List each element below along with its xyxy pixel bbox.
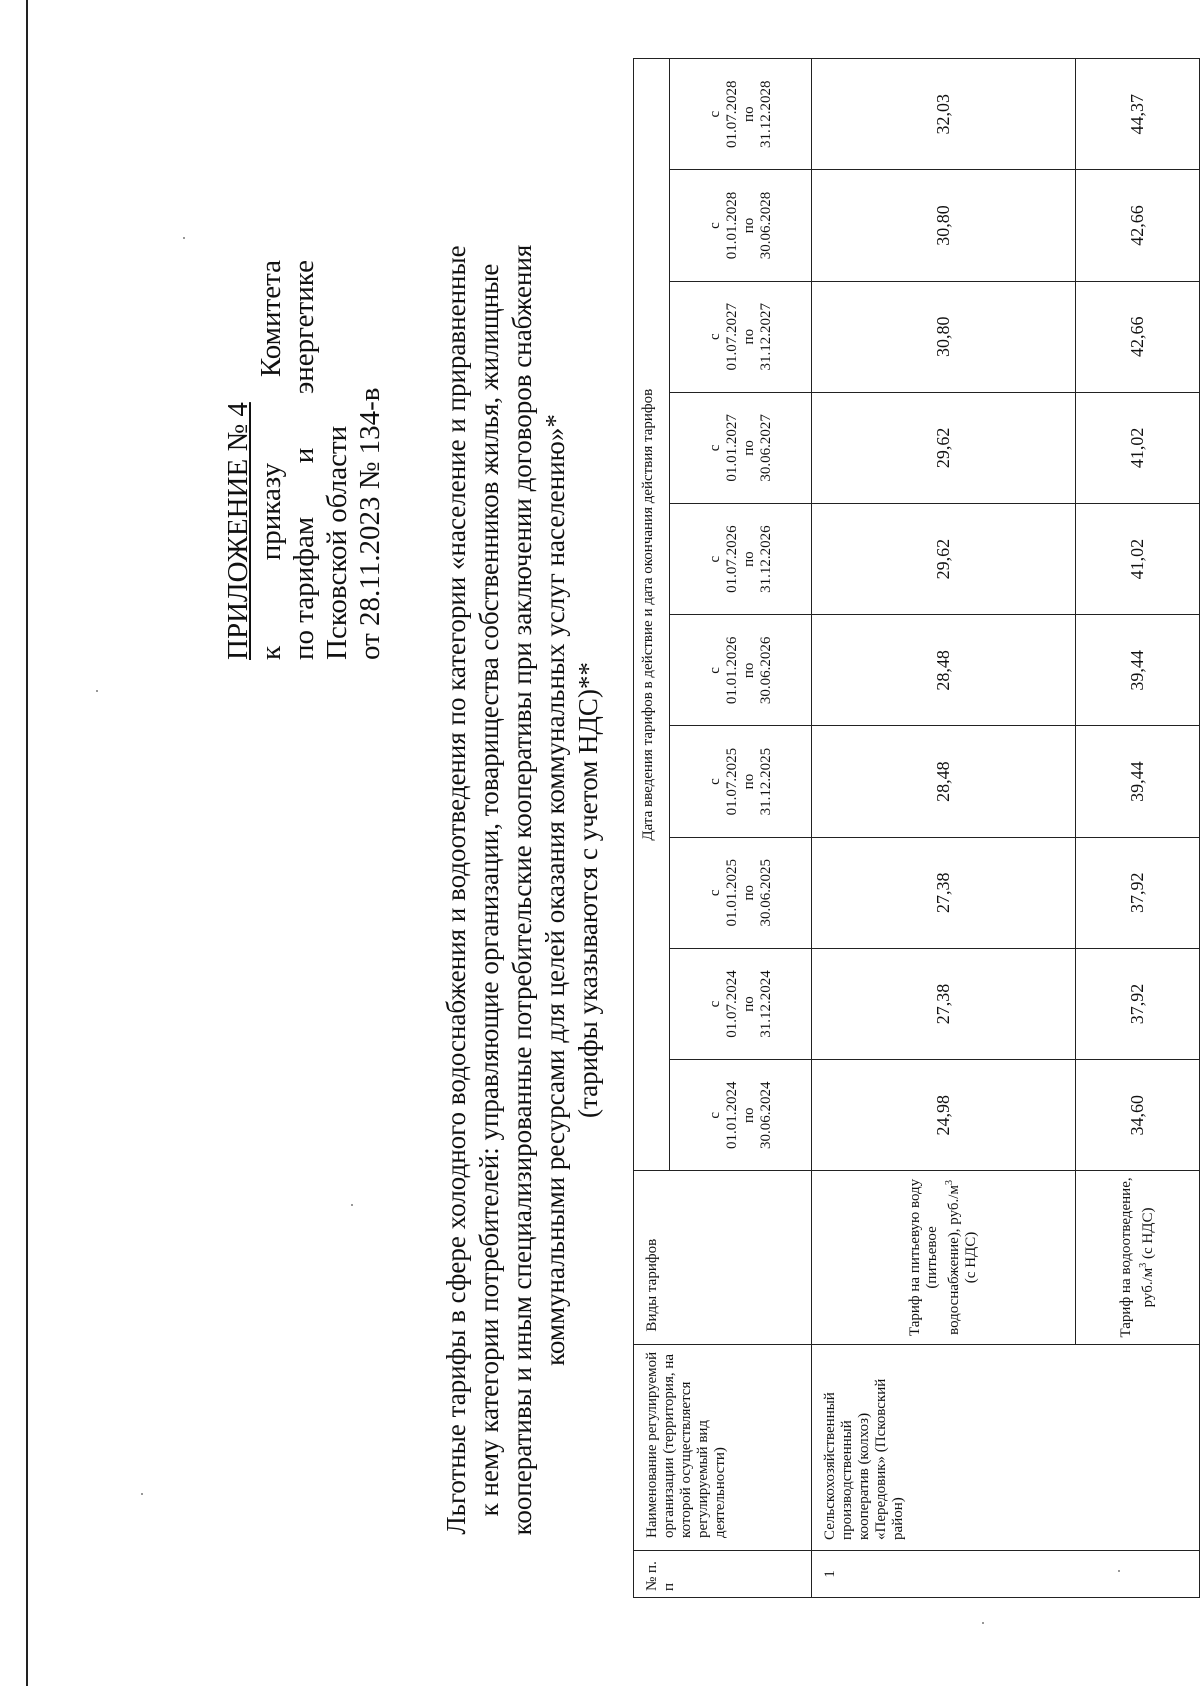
period-text: 01.01.2024 bbox=[723, 1081, 740, 1149]
period-text: с bbox=[706, 110, 723, 118]
tariff-value-cell: 41,02 bbox=[1076, 504, 1200, 615]
header-row-number: № п. п bbox=[634, 1550, 812, 1597]
header-dates: Дата введения тарифов в действие и дата окончания действия тарифов bbox=[634, 59, 670, 1171]
tariff-value-cell: 29,62 bbox=[812, 392, 1076, 503]
tariff-vat-note: (с НДС) bbox=[963, 1231, 979, 1284]
period-header-cell bbox=[670, 726, 812, 837]
header-organization: Наименование регулируемой организации (территория, на которой осуществляется регулируемый вид деятельности) bbox=[634, 1344, 812, 1550]
tariff-value-cell: 42,66 bbox=[1076, 170, 1200, 281]
period-text: по bbox=[740, 551, 757, 567]
period-text: с bbox=[706, 667, 723, 674]
tariff-value-cell: 28,48 bbox=[812, 615, 1076, 726]
appendix-line: Псковской области bbox=[321, 425, 353, 660]
period-text: 30.06.2027 bbox=[757, 414, 774, 482]
period-text: 01.07.2027 bbox=[723, 302, 740, 371]
period-header-cell bbox=[670, 1060, 812, 1171]
period-text: 01.07.2024 bbox=[723, 970, 740, 1038]
period-header-cell bbox=[670, 837, 812, 948]
period-header-cell bbox=[670, 170, 812, 281]
appendix-line bbox=[288, 260, 321, 660]
tariff-value-cell: 30,80 bbox=[812, 170, 1076, 281]
period-text: по bbox=[740, 217, 757, 234]
rotated-document-page bbox=[10, 70, 1156, 1670]
period-text: 01.07.2026 bbox=[723, 525, 740, 593]
tariff-value-cell: 39,44 bbox=[1076, 615, 1200, 726]
period-text: с bbox=[706, 222, 723, 229]
period-text: по bbox=[740, 1107, 757, 1123]
heading-line: кооперативы и иным специализированные потребительские кооперативы при заключении договоров снабжения bbox=[507, 244, 537, 1536]
period-text: 01.01.2026 bbox=[723, 636, 740, 705]
tariff-value-cell: 27,38 bbox=[812, 837, 1076, 948]
heading-line: (тарифы указываются с учетом НДС)** bbox=[573, 662, 603, 1118]
appendix-word: приказу bbox=[255, 462, 287, 561]
tariff-value-cell: 27,38 bbox=[812, 948, 1076, 1059]
tariff-type-cell bbox=[812, 1171, 1076, 1344]
period-text: 31.12.2025 bbox=[757, 747, 774, 816]
period-text: по bbox=[740, 106, 757, 122]
period-text: 30.06.2025 bbox=[757, 859, 774, 927]
period-header-cell bbox=[670, 281, 812, 392]
tariffs-table bbox=[633, 58, 1200, 1598]
tariff-value-cell: 39,44 bbox=[1076, 726, 1200, 837]
period-text: 31.12.2027 bbox=[757, 302, 774, 371]
period-header-cell bbox=[670, 948, 812, 1059]
appendix-word: энергетике bbox=[288, 260, 320, 395]
tariff-value-cell: 37,92 bbox=[1076, 948, 1200, 1059]
appendix-title: ПРИЛОЖЕНИЕ № 4 bbox=[222, 402, 254, 660]
tariff-value-cell: 41,02 bbox=[1076, 392, 1200, 503]
appendix-word: к bbox=[255, 645, 287, 660]
tariff-value-cell: 28,48 bbox=[812, 726, 1076, 837]
tariff-value-cell: 30,80 bbox=[812, 281, 1076, 392]
period-text: с bbox=[706, 444, 723, 452]
period-text: по bbox=[740, 996, 757, 1012]
period-text: с bbox=[706, 1111, 723, 1119]
heading-line: к нему категории потребителей: управляющие организации, товарищества собственников жилья, жилищные bbox=[474, 263, 504, 1517]
period-text: 01.01.2027 bbox=[723, 414, 740, 482]
unit-superscript: 3 bbox=[944, 1180, 955, 1186]
period-header-cell bbox=[670, 392, 812, 503]
appendix-word: по тарифам bbox=[288, 516, 320, 660]
period-text: 30.06.2026 bbox=[757, 636, 774, 705]
period-text: 31.12.2026 bbox=[757, 525, 774, 593]
appendix-block bbox=[222, 260, 387, 660]
unit-superscript: 3 bbox=[1138, 1262, 1149, 1268]
tariff-value-cell: 34,60 bbox=[1076, 1060, 1200, 1171]
period-header-cell bbox=[670, 504, 812, 615]
period-text: 01.07.2025 bbox=[723, 747, 740, 816]
period-text: по bbox=[740, 885, 757, 901]
document-heading bbox=[440, 240, 605, 1540]
period-text: с bbox=[706, 889, 723, 897]
period-text: 30.06.2028 bbox=[757, 191, 774, 260]
tariff-type-text: Тариф на водоотведение, руб./м bbox=[1118, 1177, 1156, 1338]
period-text: по bbox=[740, 328, 757, 345]
period-text: 01.01.2028 bbox=[723, 191, 740, 260]
appendix-word: и bbox=[288, 447, 320, 464]
period-header-cell bbox=[670, 59, 812, 170]
appendix-word: Комитета bbox=[255, 260, 287, 378]
period-text: с bbox=[706, 778, 723, 785]
organization-cell: Сельскохозяйственный производственный кооператив (колхоз) «Передовик» (Псковский район) bbox=[812, 1344, 1200, 1550]
period-text: 31.12.2024 bbox=[757, 970, 774, 1038]
appendix-line bbox=[255, 260, 288, 660]
period-text: по bbox=[740, 773, 757, 790]
tariff-value-cell: 29,62 bbox=[812, 504, 1076, 615]
tariff-value-cell: 44,37 bbox=[1076, 59, 1200, 170]
period-header-cell bbox=[670, 615, 812, 726]
tariff-value-cell: 42,66 bbox=[1076, 281, 1200, 392]
table-row bbox=[812, 59, 1076, 1598]
tariff-value-cell: 32,03 bbox=[812, 59, 1076, 170]
row-number-cell: 1 bbox=[812, 1550, 1200, 1597]
period-text: по bbox=[740, 662, 757, 679]
period-text: с bbox=[706, 1000, 723, 1008]
header-tariff-type: Виды тарифов bbox=[634, 1171, 812, 1344]
tariff-type-cell bbox=[1076, 1171, 1200, 1344]
period-text: с bbox=[706, 555, 723, 563]
tariff-vat-note: (с НДС) bbox=[1140, 1207, 1156, 1263]
period-text: 30.06.2024 bbox=[757, 1081, 774, 1149]
tariff-type-text: Тариф на питьевую воду (питьевое водоснабжение), руб./м bbox=[907, 1178, 962, 1337]
period-text: с bbox=[706, 333, 723, 341]
heading-line: Льготные тарифы в сфере холодного водоснабжения и водоотведения по категории «население и приравненные bbox=[441, 245, 471, 1535]
period-text: 31.12.2028 bbox=[757, 80, 774, 148]
period-text: по bbox=[740, 440, 757, 456]
heading-line: коммунальными ресурсами для целей оказания коммунальных услуг населению»* bbox=[540, 414, 570, 1366]
tariff-value-cell: 24,98 bbox=[812, 1060, 1076, 1171]
tariff-value-cell: 37,92 bbox=[1076, 837, 1200, 948]
period-text: 01.07.2028 bbox=[723, 80, 740, 148]
period-text: 01.01.2025 bbox=[723, 859, 740, 927]
appendix-date-line: от 28.11.2023 № 134-в bbox=[354, 387, 386, 660]
